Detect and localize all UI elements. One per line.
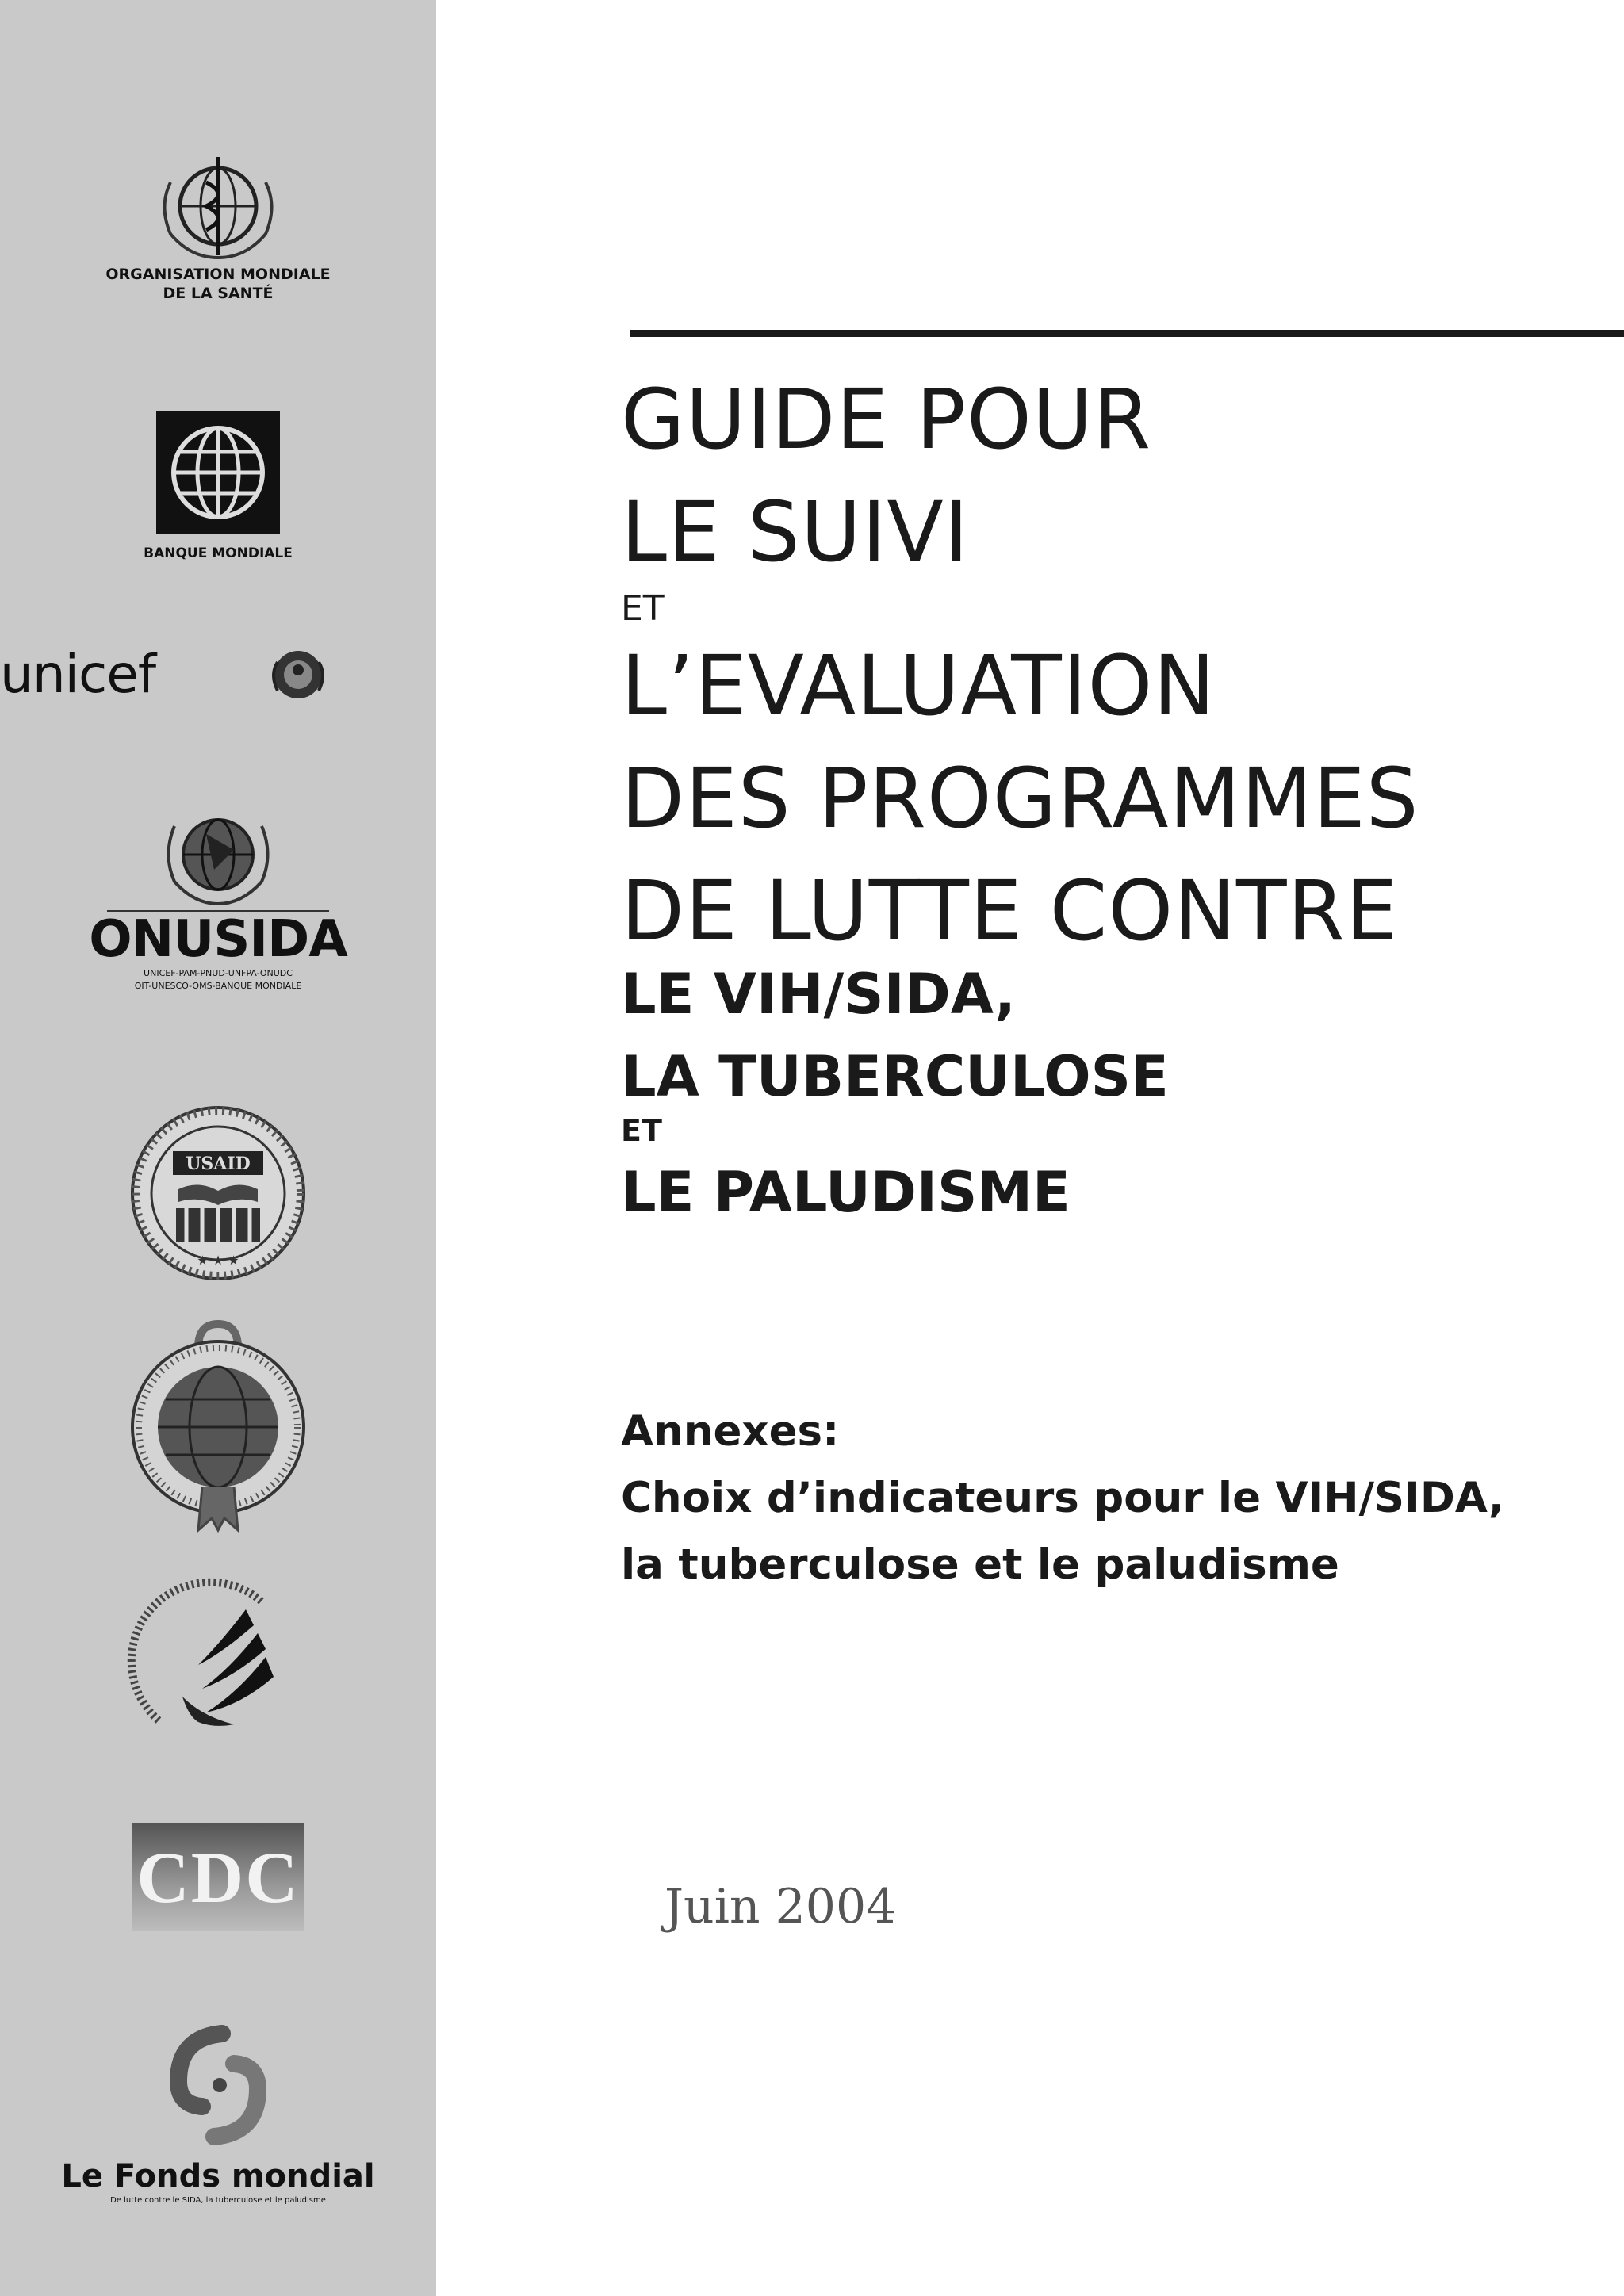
who-name-line1: ORGANISATION MONDIALE <box>105 266 331 283</box>
who-logo <box>0 151 436 303</box>
unicef-emblem-icon <box>270 646 327 703</box>
hhs-eagle-icon <box>127 1578 309 1744</box>
publication-date: Juin 2004 <box>665 1879 897 1934</box>
global-fund-name: Le Fonds mondial <box>61 2158 375 2195</box>
cdc-logo <box>0 1823 436 1931</box>
title-line-7: LE VIH/SIDA, <box>621 962 1016 1027</box>
title-line-8: LA TUBERCULOSE <box>621 1044 1169 1109</box>
cdc-wordmark: CDC <box>136 1837 300 1918</box>
who-name <box>0 265 436 303</box>
global-fund-logo <box>0 2018 436 2206</box>
globe-ribbon-seal-icon <box>123 1316 313 1538</box>
title-line-10: LE PALUDISME <box>621 1160 1071 1225</box>
onusida-logo <box>0 802 436 993</box>
title-line-2: LE SUIVI <box>621 484 970 580</box>
unicef-logo <box>0 644 436 705</box>
usaid-seal-label: USAID <box>186 1154 251 1174</box>
usaid-logo <box>0 1102 436 1284</box>
un-emblem-icon <box>159 802 278 907</box>
who-name-line2: DE LA SANTÉ <box>163 285 274 302</box>
usaid-seal-icon <box>127 1102 309 1284</box>
logo-sidebar <box>0 0 436 2296</box>
global-fund-swirl-icon <box>147 2018 289 2152</box>
svg-text:★ ★ ★: ★ ★ ★ <box>197 1253 239 1268</box>
global-fund-tagline: De lutte contre le SIDA, la tuberculose et le paludisme <box>110 2196 326 2205</box>
world-bank-globe-icon <box>156 411 280 534</box>
title-line-1: GUIDE POUR <box>621 371 1152 468</box>
hhs-logo <box>0 1578 436 1744</box>
world-bank-name: BANQUE MONDIALE <box>144 545 293 561</box>
onusida-line2: OIT-UNESCO-OMS-BANQUE MONDIALE <box>134 981 302 991</box>
world-bank-logo <box>0 411 436 561</box>
unicef-wordmark: unicef <box>0 644 156 705</box>
document-title <box>621 363 1596 1234</box>
annex-line-1: Choix d’indicateurs pour le VIH/SIDA, <box>621 1474 1504 1522</box>
cdc-badge <box>132 1823 304 1931</box>
globe-ribbon-seal-logo <box>0 1316 436 1538</box>
title-line-5: DES PROGRAMMES <box>621 750 1419 847</box>
annex-heading: Annexes: <box>621 1407 840 1456</box>
title-line-6: DE LUTTE CONTRE <box>621 863 1399 959</box>
title-line-4: L’EVALUATION <box>621 637 1216 734</box>
onusida-line1: UNICEF-PAM-PNUD-UNFPA-ONUDC <box>144 968 293 978</box>
title-rule <box>630 330 1624 337</box>
onusida-name: ONUSIDA <box>89 910 347 969</box>
annex-block <box>621 1399 1596 1598</box>
who-emblem-icon <box>151 151 285 262</box>
title-line-9: ET <box>621 1113 662 1148</box>
annex-line-2: la tuberculose et le paludisme <box>621 1540 1339 1589</box>
title-line-3: ET <box>621 588 665 629</box>
